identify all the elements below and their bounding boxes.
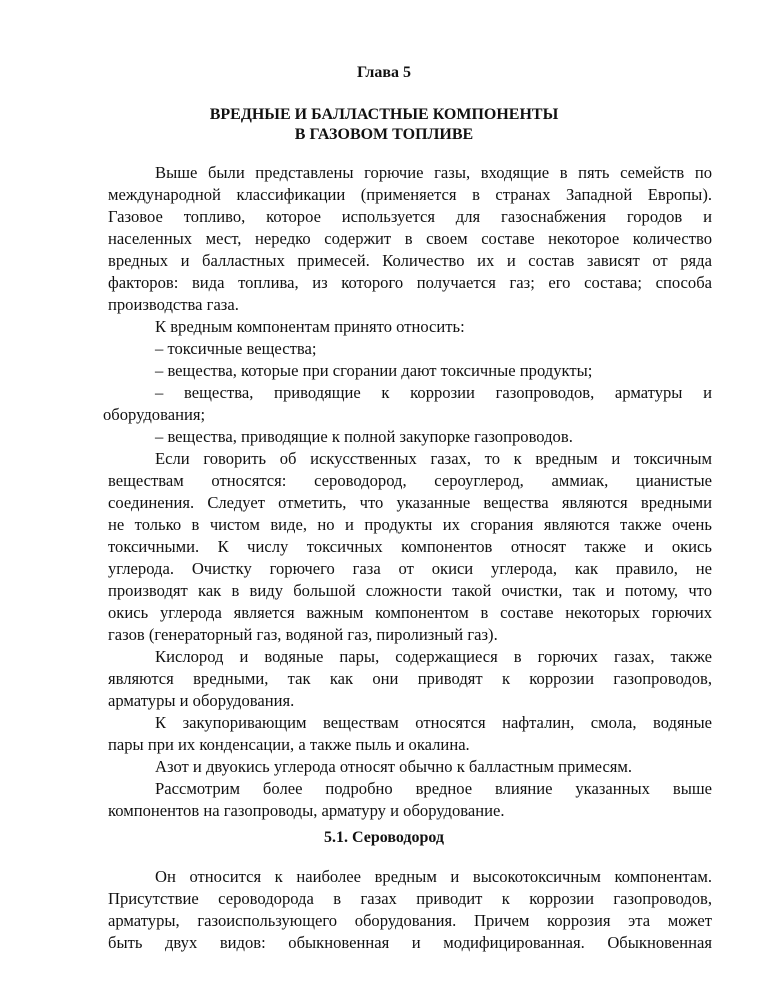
- paragraph-line: веществам относятся: сероводород, сероуглерод, аммиак, цианистые: [108, 471, 712, 490]
- paragraph-line: газов (генераторный газ, водяной газ, пиролизный газ).: [108, 625, 498, 644]
- paragraph-line: углерода. Очистку горючего газа от окиси углерода, как правило, не: [108, 559, 712, 578]
- paragraph-line: населенных мест, нередко содержит в своем составе некоторое количество: [108, 229, 712, 248]
- chapter-label: Глава 5: [357, 64, 411, 81]
- paragraph-line: окись углерода является важным компонентом в составе некоторых горючих: [108, 603, 712, 622]
- paragraph-line: факторов: вида топлива, из которого получается газ; его состава; способа: [108, 273, 712, 292]
- paragraph-line: компонентов на газопроводы, арматуру и оборудование.: [108, 801, 505, 820]
- paragraph-line: Выше были представлены горючие газы, входящие в пять семейств по: [155, 163, 712, 182]
- list-item: – токсичные вещества;: [155, 339, 317, 358]
- list-item: – вещества, приводящие к коррозии газопроводов, арматуры и: [155, 383, 712, 402]
- paragraph-line: соединения. Следует отметить, что указанные вещества являются вредными: [108, 493, 712, 512]
- section-heading: 5.1. Сероводород: [323, 829, 445, 846]
- chapter-title-line-2: В ГАЗОВОМ ТОПЛИВЕ: [294, 126, 474, 143]
- paragraph-line: Рассмотрим более подробно вредное влияние указанных выше: [155, 779, 712, 798]
- paragraph-line: Азот и двуокись углерода относят обычно к балластным примесям.: [155, 757, 633, 776]
- paragraph-line: К вредным компонентам принято относить:: [155, 317, 465, 336]
- paragraph-line: токсичными. К числу токсичных компонентов относят также и окись: [108, 537, 712, 556]
- paragraph-line: Кислород и водяные пары, содержащиеся в горючих газах, также: [155, 647, 712, 666]
- paragraph-line: арматуры, газоиспользующего оборудования. Причем коррозия эта может: [108, 911, 712, 930]
- paragraph-line: не только в чистом виде, но и продукты их сгорания являются также очень: [108, 515, 712, 534]
- paragraph-line: быть двух видов: обыкновенная и модифицированная. Обыкновенная: [108, 933, 712, 952]
- paragraph-line: Он относится к наиболее вредным и высокотоксичным компонентам.: [155, 867, 712, 886]
- chapter-title-line-1: ВРЕДНЫЕ И БАЛЛАСТНЫЕ КОМПОНЕНТЫ: [209, 106, 559, 123]
- paragraph-line: производят как в виду большой сложности такой очистки, так и потому, что: [108, 581, 712, 600]
- paragraph-line: К закупоривающим веществам относятся нафталин, смола, водяные: [155, 713, 712, 732]
- paragraph-line: Присутствие сероводорода в газах приводит к коррозии газопроводов,: [108, 889, 712, 908]
- paragraph-line: вредных и балластных примесей. Количество их и состав зависят от ряда: [108, 251, 712, 270]
- paragraph-line: пары при их конденсации, а также пыль и окалина.: [108, 735, 470, 754]
- list-item: – вещества, которые при сгорании дают токсичные продукты;: [155, 361, 593, 380]
- paragraph-line: международной классификации (применяется в странах Западной Европы).: [108, 185, 712, 204]
- paragraph-line: производства газа.: [108, 295, 239, 314]
- list-item: – вещества, приводящие к полной закупорке газопроводов.: [155, 427, 573, 446]
- paragraph-line: Если говорить об искусственных газах, то к вредным и токсичным: [155, 449, 712, 468]
- paragraph-line: Газовое топливо, которое используется для газоснабжения городов и: [108, 207, 712, 226]
- list-item-continuation: оборудования;: [103, 405, 206, 424]
- paragraph-line: арматуры и оборудования.: [108, 691, 295, 710]
- paragraph-line: являются вредными, так как они приводят к коррозии газопроводов,: [108, 669, 712, 688]
